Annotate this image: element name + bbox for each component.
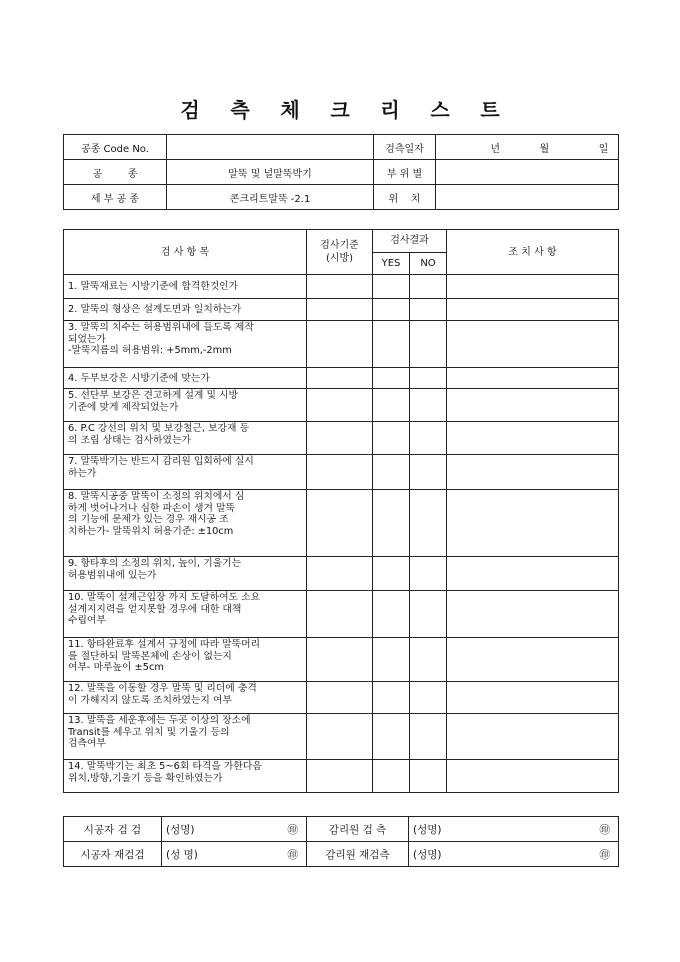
seal-icon: ㊞ (242, 842, 307, 867)
header-result: 검사결과 (373, 230, 447, 253)
header-item: 검 사 항 목 (64, 230, 307, 275)
yes-cell[interactable] (373, 591, 410, 638)
action-cell[interactable] (447, 422, 619, 455)
header-yes: YES (373, 252, 410, 275)
title-char: 체 (280, 98, 300, 122)
no-cell[interactable] (410, 275, 447, 299)
header-standard: 검사기준 (시방) (307, 230, 373, 275)
standard-cell[interactable] (307, 760, 373, 793)
yes-cell[interactable] (373, 321, 410, 368)
action-cell[interactable] (447, 299, 619, 321)
action-cell[interactable] (447, 591, 619, 638)
work-type-value: 말뚝 및 널말뚝박기 (167, 160, 374, 185)
header-no: NO (410, 252, 447, 275)
yes-cell[interactable] (373, 275, 410, 299)
standard-cell[interactable] (307, 714, 373, 760)
checklist-item: 13. 말뚝을 세운후에는 두곳 이상의 장소에 Transit를 세우고 위치 및 기울기 등의 검측여부 (64, 714, 307, 760)
seal-icon: ㊞ (242, 817, 307, 842)
supervisor-inspect-label: 감리원 검 측 (307, 817, 409, 842)
action-cell[interactable] (447, 321, 619, 368)
yes-cell[interactable] (373, 422, 410, 455)
standard-cell[interactable] (307, 368, 373, 389)
supervisor-name-field[interactable]: (성명) (409, 817, 514, 842)
action-cell[interactable] (447, 455, 619, 490)
header-action: 조 치 사 항 (447, 230, 619, 275)
action-cell[interactable] (447, 490, 619, 557)
no-cell[interactable] (410, 714, 447, 760)
checklist-item: 5. 선단부 보강은 견고하게 설계 및 시방 기준에 맞게 제작되었는가 (64, 389, 307, 422)
title-char: 검 (180, 98, 200, 122)
detail-work-label: 세 부 공 종 (64, 185, 167, 210)
yes-cell[interactable] (373, 368, 410, 389)
action-cell[interactable] (447, 638, 619, 682)
no-cell[interactable] (410, 455, 447, 490)
no-cell[interactable] (410, 389, 447, 422)
checklist-item: 3. 말뚝의 치수는 허용범위내에 들도록 제작 되었는가 -말뚝지름의 허용범위: +5mm,-2mm (64, 321, 307, 368)
yes-cell[interactable] (373, 389, 410, 422)
action-cell[interactable] (447, 275, 619, 299)
inspection-date-label: 검측일자 (374, 135, 436, 160)
standard-cell[interactable] (307, 557, 373, 591)
action-cell[interactable] (447, 557, 619, 591)
contractor-reinspect-label: 시공자 재검검 (64, 842, 162, 867)
yes-cell[interactable] (373, 490, 410, 557)
standard-cell[interactable] (307, 455, 373, 490)
no-cell[interactable] (410, 557, 447, 591)
location-label: 위 치 (374, 185, 436, 210)
signature-table (63, 816, 619, 867)
standard-cell[interactable] (307, 389, 373, 422)
code-no-value (167, 135, 374, 160)
no-cell[interactable] (410, 299, 447, 321)
work-type-label: 공 종 (64, 160, 167, 185)
yes-cell[interactable] (373, 455, 410, 490)
seal-icon: ㊞ (514, 842, 619, 867)
contractor-name-field[interactable]: (성명) (162, 817, 242, 842)
yes-cell[interactable] (373, 760, 410, 793)
no-cell[interactable] (410, 422, 447, 455)
checklist-item: 6. P.C 강선의 위치 및 보강철근, 보강재 등 의 조립 상태는 검사하였는가 (64, 422, 307, 455)
yes-cell[interactable] (373, 557, 410, 591)
part-label: 부 위 별 (374, 160, 436, 185)
supervisor-reinspect-label: 감리원 재검측 (307, 842, 409, 867)
info-table (63, 134, 619, 210)
title-char: 트 (480, 98, 500, 122)
no-cell[interactable] (410, 591, 447, 638)
standard-cell[interactable] (307, 682, 373, 714)
part-value (436, 160, 619, 185)
no-cell[interactable] (410, 490, 447, 557)
checklist-item: 10. 말뚝이 설계근입장 까지 도달하여도 소요 설계지지력을 얻지못할 경우에 대한 대책 수립여부 (64, 591, 307, 638)
standard-cell[interactable] (307, 638, 373, 682)
document-title (0, 94, 680, 123)
action-cell[interactable] (447, 368, 619, 389)
no-cell[interactable] (410, 682, 447, 714)
title-char: 측 (230, 98, 250, 122)
yes-cell[interactable] (373, 682, 410, 714)
contractor-reinspect-name-field[interactable]: (성 명) (162, 842, 242, 867)
no-cell[interactable] (410, 368, 447, 389)
location-value (436, 185, 619, 210)
action-cell[interactable] (447, 714, 619, 760)
action-cell[interactable] (447, 389, 619, 422)
checklist-item: 8. 말뚝시공중 말뚝이 소정의 위치에서 심 하게 벗어나거나 심한 파손이 생겨 말뚝 의 기능에 문제가 있는 경우 재시공 조 치하는가- 말뚝위치 허용기준: ±10cm (64, 490, 307, 557)
contractor-inspect-label: 시공자 검 검 (64, 817, 162, 842)
checklist-item: 1. 말뚝재료는 시방기준에 합격한것인가 (64, 275, 307, 299)
yes-cell[interactable] (373, 714, 410, 760)
title-char: 스 (430, 98, 450, 122)
no-cell[interactable] (410, 638, 447, 682)
checklist-table (63, 229, 619, 793)
checklist-item: 9. 항타후의 소정의 위치, 높이, 기울기는 허용범위내에 있는가 (64, 557, 307, 591)
checklist-item: 7. 말뚝박기는 반드시 감리원 입회하에 실시 하는가 (64, 455, 307, 490)
inspection-date-value (436, 135, 619, 160)
standard-cell[interactable] (307, 490, 373, 557)
seal-icon: ㊞ (514, 817, 619, 842)
date-day: 일 (598, 143, 609, 155)
title-char: 크 (330, 98, 350, 122)
checklist-item: 12. 말뚝을 이동할 경우 말뚝 및 리더에 충격 이 가해지지 않도록 조치하였는지 여부 (64, 682, 307, 714)
standard-cell[interactable] (307, 591, 373, 638)
yes-cell[interactable] (373, 638, 410, 682)
supervisor-reinspect-name-field[interactable]: (성명) (409, 842, 514, 867)
detail-work-value: 콘크리트말뚝 -2.1 (167, 185, 374, 210)
action-cell[interactable] (447, 682, 619, 714)
date-month: 월 (539, 143, 550, 155)
action-cell[interactable] (447, 760, 619, 793)
standard-cell[interactable] (307, 321, 373, 368)
code-no-label: 공종 Code No. (64, 135, 167, 160)
standard-cell[interactable] (307, 422, 373, 455)
checklist-item: 4. 두부보강은 시방기준에 맞는가 (64, 368, 307, 389)
checklist-item: 11. 항타완료후 설계서 규정에 따라 말뚝머리 를 절단하되 말뚝본체에 손상이 없는지 여부- 마루높이 ±5cm (64, 638, 307, 682)
no-cell[interactable] (410, 321, 447, 368)
standard-cell[interactable] (307, 275, 373, 299)
no-cell[interactable] (410, 760, 447, 793)
title-char: 리 (380, 98, 400, 122)
checklist-item: 2. 말뚝의 형상은 설계도면과 일치하는가 (64, 299, 307, 321)
standard-cell[interactable] (307, 299, 373, 321)
checklist-item: 14. 말뚝박기는 최초 5~6회 타격을 가한다음 위치,방향,기울기 등을 확인하였는가 (64, 760, 307, 793)
date-year: 년 (490, 143, 500, 155)
yes-cell[interactable] (373, 299, 410, 321)
